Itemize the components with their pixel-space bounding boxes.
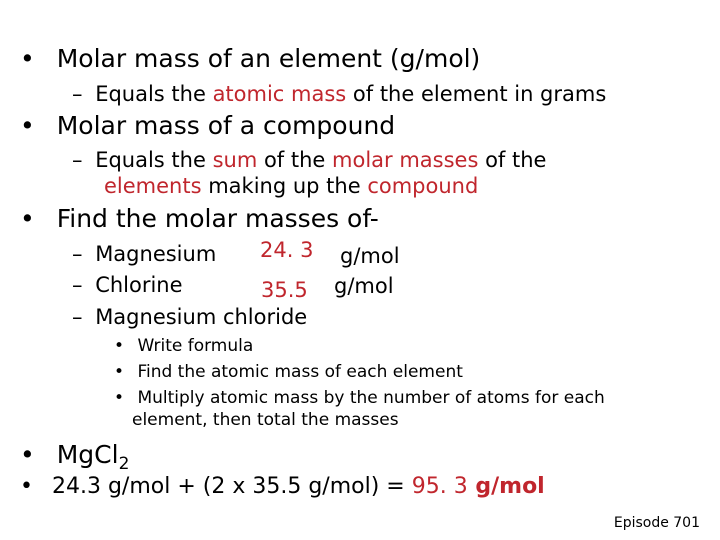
dash: – <box>72 273 83 297</box>
bullet-text: Molar mass of a compound <box>56 111 396 140</box>
footer-episode: Episode 701 <box>613 515 700 531</box>
bullet-dot: • <box>20 474 33 499</box>
step-dot: • <box>114 388 125 408</box>
sub-text: Equals the <box>95 82 213 106</box>
formula-mg: Mg <box>56 440 95 469</box>
step-2 <box>114 362 463 382</box>
result-value: 95. 3 <box>411 474 468 499</box>
bullet-dot: • <box>20 111 35 140</box>
result-unit: g/mol <box>467 474 545 499</box>
sub-text: making up the <box>201 174 368 198</box>
answer-chlorine: 35.5 <box>261 278 308 302</box>
step-1 <box>114 336 253 356</box>
step-text: Write formula <box>137 336 254 356</box>
formula <box>56 440 130 474</box>
item-label: Chlorine <box>95 273 183 297</box>
bullet-dot: • <box>20 440 35 469</box>
bullet-dot: • <box>20 44 35 73</box>
formula-cl: Cl <box>94 440 119 469</box>
formula-subscript: 2 <box>118 454 130 474</box>
step-dot: • <box>114 362 125 382</box>
highlight-compound: compound <box>367 174 479 198</box>
bullet-text: Find the molar masses of- <box>56 204 379 233</box>
item-label: Magnesium chloride <box>95 305 308 329</box>
item-label: Magnesium <box>95 242 217 266</box>
step-3 <box>114 388 605 408</box>
sub-point-1-1 <box>72 82 606 106</box>
bullet-point-3 <box>20 204 379 233</box>
bullet-text: Molar mass of an element (g/mol) <box>56 44 481 73</box>
bullet-point-1 <box>20 44 480 73</box>
sub-text: of the <box>478 148 547 172</box>
calculation-text: 24.3 g/mol + (2 x 35.5 g/mol) = <box>51 474 412 499</box>
step-3-line2: element, then total the masses <box>132 410 399 430</box>
sub-item-chlorine <box>72 273 183 297</box>
sub-item-magnesium-chloride <box>72 305 307 329</box>
highlight-elements: elements <box>104 174 202 198</box>
dash: – <box>72 148 83 172</box>
step-text: Find the atomic mass of each element <box>137 362 463 382</box>
dash: – <box>72 305 83 329</box>
unit-magnesium: g/mol <box>340 244 400 268</box>
answer-magnesium: 24. 3 <box>260 238 314 262</box>
bullet-point-5 <box>20 474 545 499</box>
bullet-dot: • <box>20 204 35 233</box>
sub-text: of the <box>257 148 333 172</box>
sub-text: of the element in grams <box>346 82 607 106</box>
sub-point-2-1 <box>72 148 546 172</box>
highlight-molar-masses: molar masses <box>332 148 479 172</box>
bullet-point-4 <box>20 440 129 474</box>
step-text: Multiply atomic mass by the number of atoms for each <box>137 388 605 408</box>
sub-text: Equals the <box>95 148 213 172</box>
sub-item-magnesium <box>72 242 216 266</box>
dash: – <box>72 82 83 106</box>
highlight-atomic-mass: atomic mass <box>212 82 347 106</box>
highlight-sum: sum <box>212 148 258 172</box>
step-dot: • <box>114 336 125 356</box>
unit-chlorine: g/mol <box>334 274 394 298</box>
dash: – <box>72 242 83 266</box>
sub-point-2-1-line2 <box>104 174 478 198</box>
bullet-point-2 <box>20 111 395 140</box>
